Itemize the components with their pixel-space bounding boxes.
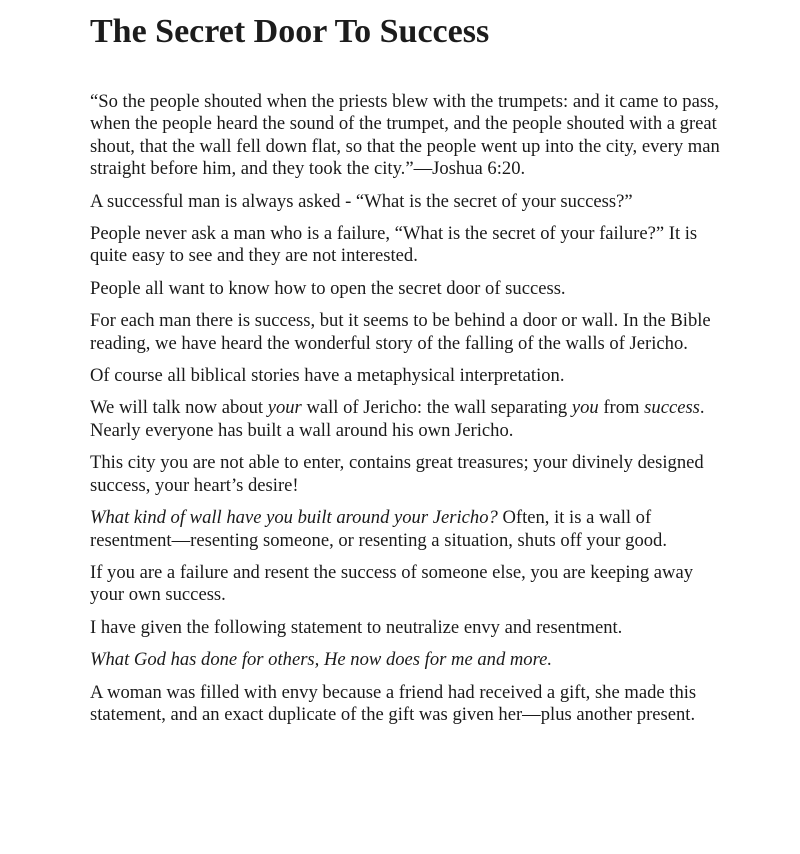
document-page [90,10,730,736]
paragraph-resent-success: If you are a failure and resent the success of someone else, you are keeping away your own success. [90,561,694,606]
italic-run: What kind of wall have you built around your Jericho? [90,507,498,529]
paragraph-failure-question: People never ask a man who is a failure, “What is the secret of your failure?” It is quite easy to see and they are not interested. [90,223,698,267]
page-title: The Secret Door To Success [90,13,490,50]
paragraph-your-wall [90,397,730,442]
document-body [90,91,730,726]
text-run: from [598,397,645,419]
paragraph-secret-door: People all want to know how to open the secret door of success. [90,277,566,299]
paragraph-woman-envy: A woman was filled with envy because a friend had received a gift, she made this statement, and an exact duplicate of the gift was given her—plus another present. [90,681,697,725]
italic-run: What God has done for others, He now does for me and more. [90,649,553,671]
paragraph-metaphysical: Of course all biblical stories have a metaphysical interpretation. [90,365,565,387]
italic-run: success [644,397,700,419]
text-run: . Nearly everyone has built a wall around his own Jericho. [90,397,705,441]
text-run: Often, it is a wall of resentment—resenting someone, or resenting a situation, shuts off your good. [90,507,667,551]
paragraph-kind-of-wall [90,507,730,552]
text-run: wall of Jericho: the wall separating [301,397,572,419]
paragraph-successful-man: A successful man is always asked - “What is the secret of your success?” [90,190,633,212]
text-run: We will talk now about [90,397,268,419]
paragraph-scripture-quote: “So the people shouted when the priests blew with the trumpets: and it came to pass, when the people heard the sound of the trumpet, and the people shouted with a great shout, that the wall fell down flat, so that the people went up into the city, every man straight before him, and they took the city.”—Joshua 6:20. [90,91,720,180]
paragraph-city-treasures: This city you are not able to enter, contains great treasures; your divinely designed success, your heart’s desire! [90,452,704,496]
paragraph-affirmation [90,649,730,671]
paragraph-statement-intro: I have given the following statement to neutralize envy and resentment. [90,616,623,638]
italic-run: you [571,397,599,419]
italic-run: your [267,397,302,419]
paragraph-behind-wall: For each man there is success, but it seems to be behind a door or wall. In the Bible reading, we have heard the wonderful story of the falling of the walls of Jericho. [90,310,711,354]
